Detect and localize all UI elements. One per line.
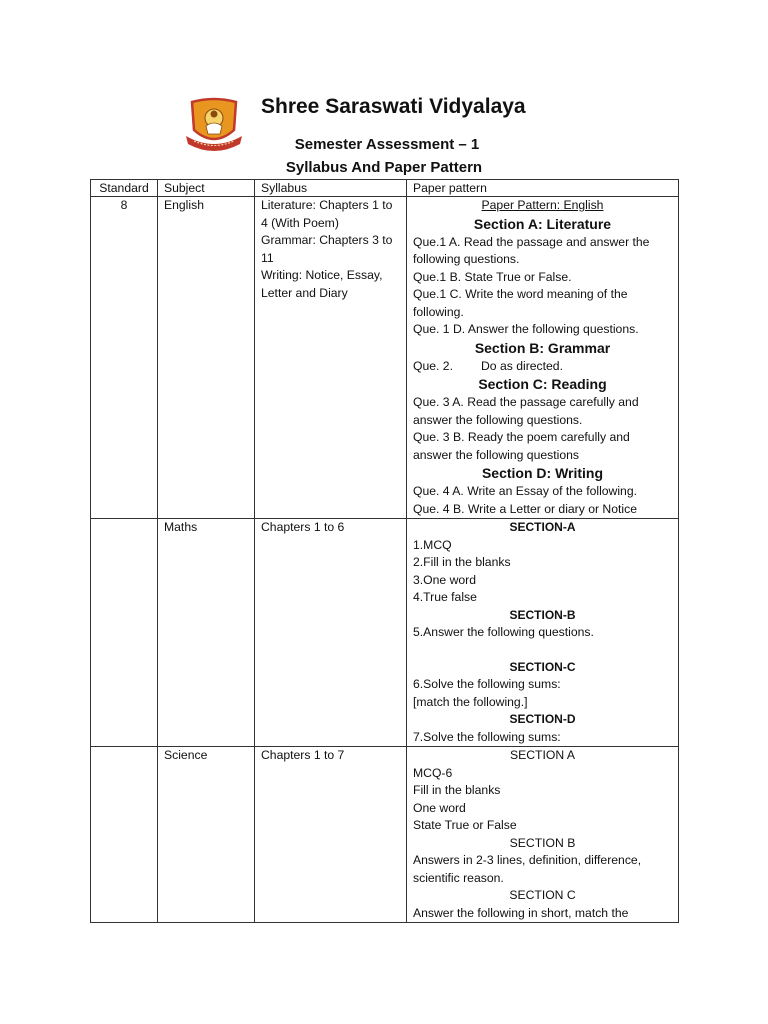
question-item: Que.1 A. Read the passage and answer the following questions. — [413, 234, 650, 266]
syllabus-science: Chapters 1 to 7 — [255, 747, 407, 923]
pattern-title: Paper Pattern: English — [481, 198, 604, 212]
document-subtitle: Syllabus And Paper Pattern — [285, 159, 483, 176]
table-row-english — [91, 197, 679, 519]
question-item: Que. 3 B. Ready the poem carefully and answer the following questions — [413, 430, 630, 462]
pattern-english — [407, 197, 679, 519]
standard-empty — [91, 747, 158, 923]
section-heading: SECTION-B — [509, 607, 576, 622]
question-item: MCQ-6 — [413, 765, 453, 780]
header-paper-pattern: Paper pattern — [407, 180, 679, 197]
syllabus-maths: Chapters 1 to 6 — [255, 519, 407, 747]
section-heading: Section A: Literature — [473, 215, 612, 232]
pattern-maths — [407, 519, 679, 747]
table-header-row — [91, 180, 679, 197]
syllabus-line: Literature: Chapters 1 to 4 (With Poem) — [261, 198, 393, 230]
question-item: 5.Answer the following questions. — [413, 625, 594, 639]
question-item: 3.One word — [413, 572, 477, 587]
question-item: Que.1 B. State True or False. — [413, 269, 572, 284]
question-item: Que. 4 B. Write a Letter or diary or Notice — [413, 501, 637, 516]
section-heading: SECTION B — [509, 835, 576, 850]
question-text: Do as directed. — [480, 358, 563, 373]
question-item: Que. 4 A. Write an Essay of the following. — [413, 484, 638, 498]
question-item: [match the following.] — [413, 694, 528, 709]
question-item: Answers in 2-3 lines, definition, difference, scientific reason. — [413, 853, 642, 885]
question-item: Answer the following in short, match the — [413, 905, 629, 920]
question-item: 1.MCQ — [413, 537, 452, 552]
subject-science: Science — [158, 747, 255, 923]
subject-maths: Maths — [158, 519, 255, 747]
question-item: 4.True false — [413, 590, 477, 604]
header-subject: Subject — [158, 180, 255, 197]
question-item: State True or False — [413, 818, 517, 832]
section-heading: Section D: Writing — [481, 465, 604, 481]
question-item: 6.Solve the following sums: — [413, 677, 561, 691]
table-row-maths — [91, 519, 679, 747]
header-syllabus: Syllabus — [255, 180, 407, 197]
table-row-science — [91, 747, 679, 923]
question-item: One word — [413, 800, 466, 815]
syllabus-table — [90, 179, 679, 923]
pattern-science — [407, 747, 679, 923]
header-standard: Standard — [91, 180, 158, 197]
syllabus-line: Grammar: Chapters 3 to 11 — [261, 233, 393, 265]
question-item — [413, 358, 672, 376]
question-item: Que.1 C. Write the word meaning of the following. — [413, 287, 628, 319]
section-heading: SECTION A — [509, 748, 575, 762]
section-heading: SECTION-A — [509, 520, 576, 534]
subject-english: English — [158, 197, 255, 519]
section-heading: SECTION-D — [509, 712, 576, 726]
question-item: Fill in the blanks — [413, 783, 501, 797]
assessment-title: Semester Assessment – 1 — [294, 136, 480, 153]
standard-value: 8 — [91, 197, 158, 519]
question-item: Que. 1 D. Answer the following questions. — [413, 322, 639, 336]
section-heading: Section B: Grammar — [474, 339, 611, 356]
school-name: Shree Saraswati Vidyalaya — [261, 95, 526, 118]
section-heading: SECTION C — [509, 888, 576, 902]
question-item: Que. 3 A. Read the passage carefully and answer the following questions. — [413, 395, 639, 427]
section-heading: Section C: Reading — [478, 376, 607, 392]
syllabus-line: Writing: Notice, Essay, Letter and Diary — [261, 268, 383, 300]
document-header — [0, 0, 768, 180]
question-item: 7.Solve the following sums: — [413, 729, 561, 744]
section-heading: SECTION-C — [509, 659, 576, 674]
standard-empty — [91, 519, 158, 747]
syllabus-english — [255, 197, 407, 519]
question-item: 2.Fill in the blanks — [413, 555, 511, 569]
question-label: Que. 2. — [413, 358, 453, 373]
